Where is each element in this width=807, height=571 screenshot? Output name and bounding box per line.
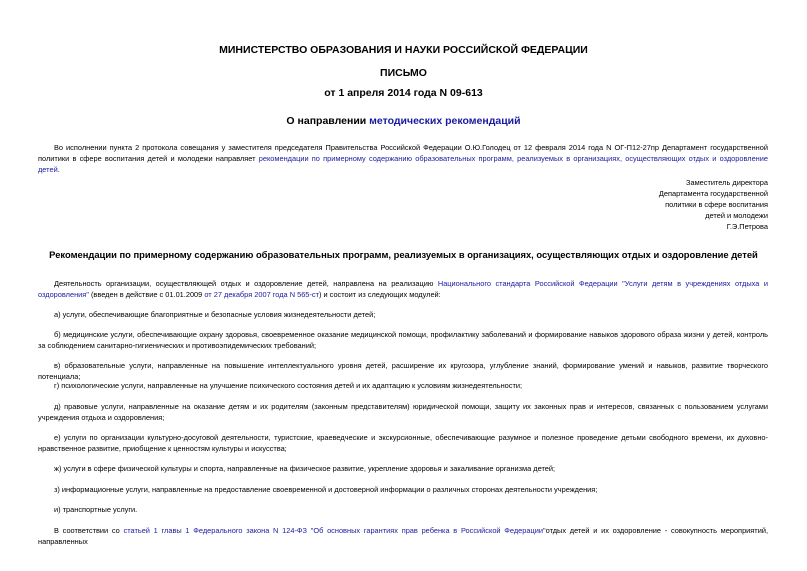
subject-link[interactable]: методических рекомендаций [369, 115, 521, 127]
lead-paragraph [38, 279, 768, 301]
document-subject [0, 115, 807, 127]
intro-end: . [57, 164, 60, 174]
intro-text: Во исполнении пункта 2 протокола совещания у заместителя председателя Правительства Российской Федерации О.Ю.Голодец от 12 февраля 2014 года N ОГ-П12-27пр Департамент государственной политики в сфере воспитания детей и молодежи направляет [38, 143, 768, 163]
document-date-number: от 1 апреля 2014 года N 09-613 [324, 87, 483, 99]
list-item: ж) услуги в сфере физической культуры и спорта, направленные на физическое развитие, укрепление здоровья и закаливание организма детей; [54, 464, 556, 473]
signature-line: Заместитель директора [686, 178, 768, 187]
list-item: е) услуги по организации культурно-досуговой деятельности, туристские, краеведческие и экскурсионные, обеспечивающие разумное и полезное проведение детьми свободного времени, их духовно-нравственное развитие, приобщение к ценностям культуры и искусства; [38, 433, 768, 453]
list-item: з) информационные услуги, направленные на предоставление своевременной и достоверной информации о различных сторонах деятельности учреждения; [54, 485, 598, 494]
lead-mid: (введен в действие с 01.01.2009 [88, 289, 205, 299]
list-item: д) правовые услуги, направленные на оказание детям и их родителям (законным представителям) юридической помощи, защиту их законных прав и интересов, связанных с пользованием услугами учреждения отдыха и оздоровления; [38, 402, 768, 422]
standard-date-link[interactable]: от 27 декабря 2007 года N 565-ст [204, 289, 319, 299]
ministry-title: МИНИСТЕРСТВО ОБРАЗОВАНИЯ И НАУКИ РОССИЙСКОЙ ФЕДЕРАЦИИ [219, 44, 588, 56]
list-item: б) медицинские услуги, обеспечивающие охрану здоровья, своевременное оказание медицинской помощи, профилактику заболеваний и формирование навыков здорового образа жизни у детей, контроль за соблюдением санитарно-гигиенических и противоэпидемических требований; [38, 330, 768, 350]
subject-prefix: О направлении [286, 115, 370, 127]
intro-paragraph [38, 143, 768, 175]
lead-text: Деятельность организации, осуществляющей отдых и оздоровление детей, направлена на реализацию [54, 279, 438, 288]
list-item: г) психологические услуги, направленные на улучшение психического состояния детей и их адаптацию к условиям жизнедеятельности; [54, 381, 523, 390]
list-item: в) образовательные услуги, направленные на повышение интеллектуального уровня детей, расширение их кругозора, углубление знаний, формирование умений и навыков, развитие творческого потенциала; [38, 361, 768, 381]
signature-line: Департамента государственной [658, 189, 768, 198]
recommendations-link[interactable]: рекомендации по примерному содержанию образовательных программ, реализуемых в организациях, осуществляющих отдых и оздоровление детей [38, 153, 769, 174]
recommendations-title: Рекомендации по примерному содержанию образовательных программ, реализуемых в организациях, осуществляющих отдых и оздоровление детей [49, 249, 758, 260]
list-item: а) услуги, обеспечивающие благоприятные и безопасные условия жизнедеятельности детей; [54, 310, 376, 319]
signature-block [568, 177, 768, 232]
national-standard-link[interactable]: Национального стандарта Российской Федерации "Услуги детям в учреждениях отдыха и оздоровления" [38, 279, 768, 299]
federal-law-link[interactable]: статьей 1 главы 1 Федерального закона N 124-ФЗ "Об основных гарантиях прав ребенка в Российской Федерации" [123, 526, 546, 535]
document-type: ПИСЬМО [380, 67, 427, 79]
last-text: В соответствии со [54, 526, 124, 535]
lead-end: ) и состоит из следующих модулей: [318, 289, 441, 299]
signature-line: детей и молодежи [705, 211, 768, 220]
last-end: отдых детей и их оздоровление - совокупность мероприятий, направленных [38, 526, 768, 546]
list-item: и) транспортные услуги. [54, 505, 138, 514]
last-paragraph [38, 526, 768, 548]
signature-line: политики в сфере воспитания [665, 200, 768, 209]
signature-name: Г.Э.Петрова [726, 222, 768, 231]
